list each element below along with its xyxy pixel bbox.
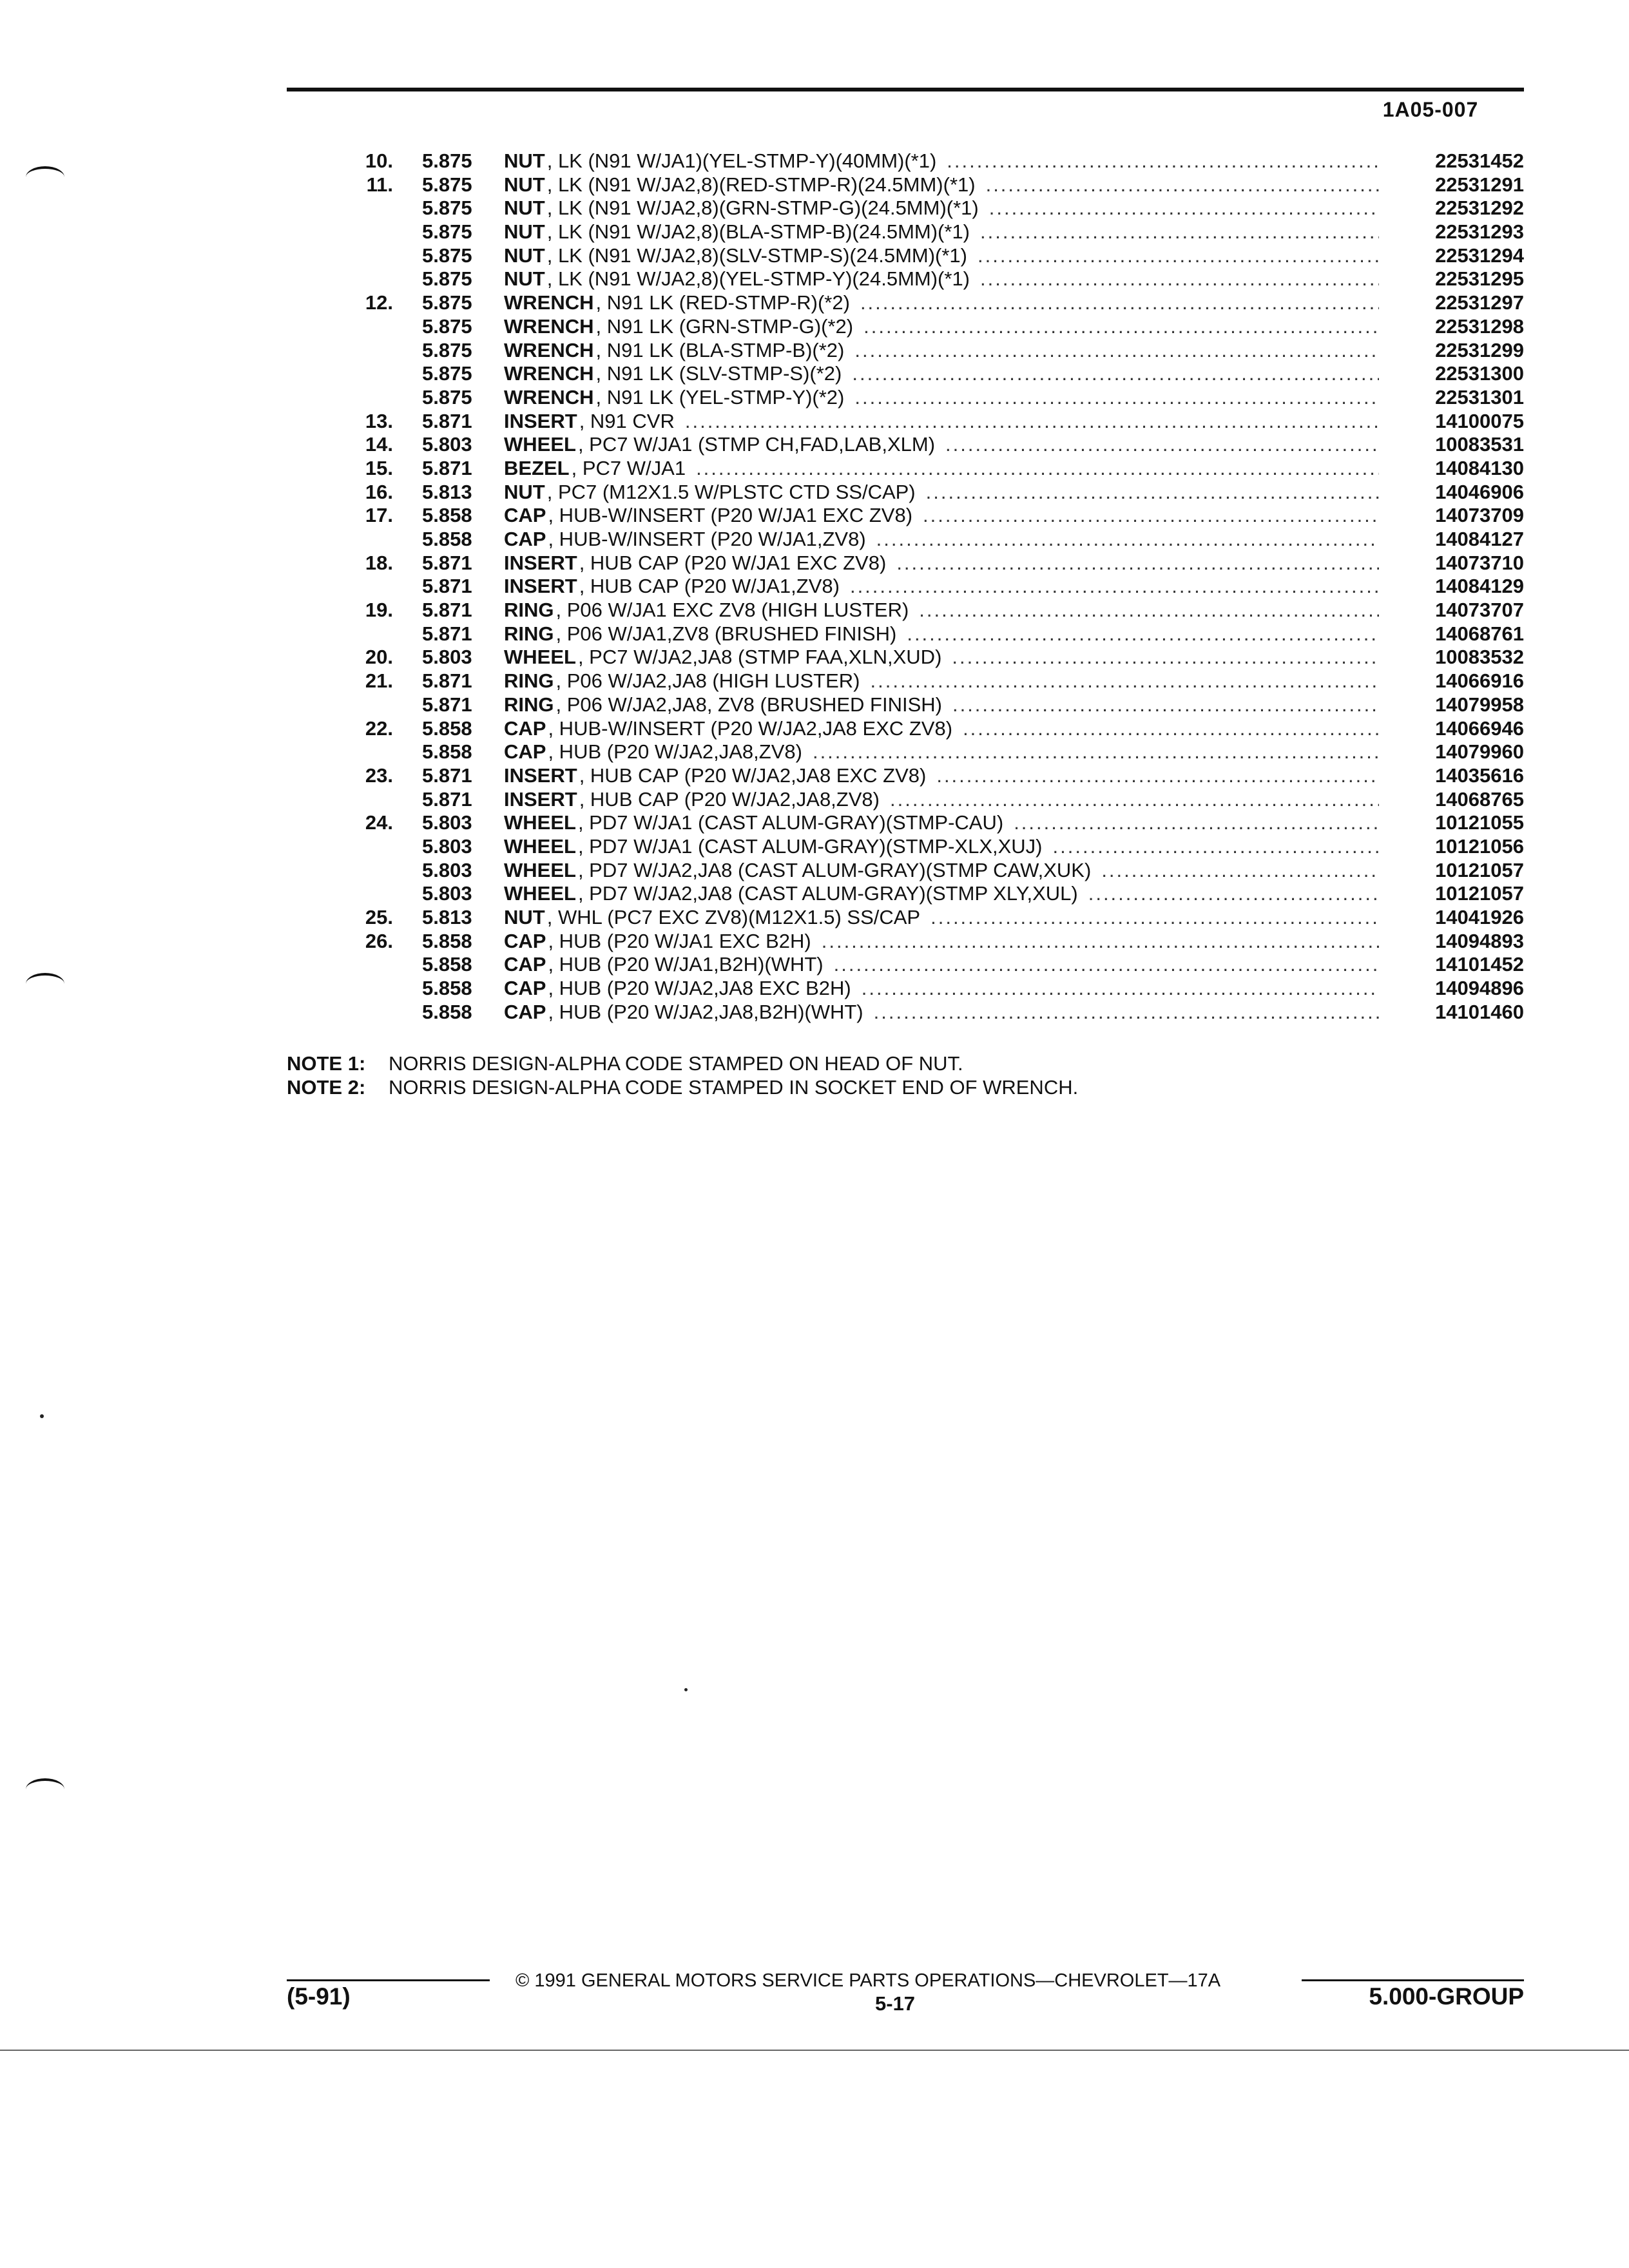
part-description (504, 622, 1379, 646)
part-number: 14073709 (1435, 504, 1524, 527)
notes-section (287, 1052, 1078, 1099)
part-description (504, 504, 1379, 528)
binder-hole-mark (26, 973, 64, 995)
part-name: CAP (504, 953, 546, 976)
reference-number: 21. (365, 669, 393, 693)
group-number: 5.875 (422, 291, 472, 314)
group-number: 5.813 (422, 906, 472, 928)
part-detail: , LK (N91 W/JA2,8)(GRN-STMP-G)(24.5MM)(*1) (546, 197, 979, 220)
part-number: 14041926 (1435, 906, 1524, 928)
part-name: CAP (504, 716, 546, 740)
part-detail: , P06 W/JA1 EXC ZV8 (HIGH LUSTER) (555, 599, 909, 622)
part-detail: , HUB (P20 W/JA1,B2H)(WHT) (548, 953, 824, 976)
group-number: 5.871 (422, 456, 472, 479)
dot-leader (863, 315, 1379, 339)
binder-hole-mark (26, 166, 64, 188)
part-name: NUT (504, 220, 545, 244)
part-row (309, 717, 1524, 741)
part-detail: , PC7 W/JA1 (STMP CH,FAD,LAB,XLM) (577, 433, 936, 456)
group-number: 5.871 (422, 551, 472, 574)
part-detail: , PD7 W/JA1 (CAST ALUM-GRAY)(STMP-XLX,XUJ) (577, 834, 1043, 858)
part-row (309, 528, 1524, 552)
group-number: 5.871 (422, 599, 472, 622)
note-label: NOTE 1: (287, 1052, 366, 1075)
binder-hole-mark (26, 1778, 64, 1800)
dot-leader (822, 930, 1379, 954)
dot-leader (860, 291, 1379, 315)
group-number: 5.858 (422, 528, 472, 550)
part-number: 14068765 (1435, 787, 1524, 811)
group-number: 5.858 (422, 1000, 472, 1023)
part-row (309, 149, 1524, 173)
dot-leader (890, 788, 1379, 812)
part-number: 14066916 (1435, 669, 1524, 693)
header-rule (287, 88, 1524, 91)
dot-leader (854, 339, 1379, 363)
part-number: 14084127 (1435, 528, 1524, 550)
part-row (309, 410, 1524, 434)
dot-leader (907, 622, 1379, 646)
part-row (309, 267, 1524, 291)
part-description (504, 669, 1379, 693)
dot-leader (871, 669, 1380, 693)
dot-leader (930, 906, 1379, 930)
document-id: 1A05-007 (1382, 98, 1479, 121)
part-detail: , PC7 (M12X1.5 W/PLSTC CTD SS/CAP) (546, 480, 916, 503)
part-row (309, 504, 1524, 528)
part-description (504, 528, 1379, 552)
part-row (309, 740, 1524, 764)
part-row (309, 575, 1524, 599)
part-detail: , LK (N91 W/JA2,8)(SLV-STMP-S)(24.5MM)(*1) (546, 244, 967, 267)
group-number: 5.803 (422, 646, 472, 669)
part-number: 10083532 (1435, 646, 1524, 669)
part-description (504, 835, 1379, 859)
part-name: WRENCH (504, 291, 594, 314)
group-number: 5.875 (422, 220, 472, 244)
part-description (504, 717, 1379, 741)
note-line (287, 1052, 1078, 1075)
part-detail: , HUB CAP (P20 W/JA1 EXC ZV8) (579, 551, 887, 574)
group-number: 5.858 (422, 504, 472, 527)
reference-number: 16. (365, 480, 393, 503)
group-number: 5.875 (422, 244, 472, 267)
part-detail: , HUB CAP (P20 W/JA2,JA8 EXC ZV8) (579, 764, 927, 787)
group-number: 5.803 (422, 882, 472, 905)
part-name: CAP (504, 740, 546, 764)
part-number: 14068761 (1435, 622, 1524, 645)
note-text: NORRIS DESIGN-ALPHA CODE STAMPED IN SOCKET END OF WRENCH. (389, 1076, 1079, 1099)
part-name: NUT (504, 197, 545, 220)
part-name: INSERT (504, 409, 577, 432)
footer-rule-left (287, 1979, 490, 1981)
part-description (504, 362, 1379, 386)
part-description (504, 859, 1379, 883)
part-row (309, 953, 1524, 977)
part-row (309, 244, 1524, 268)
group-number: 5.871 (422, 575, 472, 598)
reference-number: 19. (365, 599, 393, 622)
part-description (504, 977, 1379, 1001)
dot-leader (896, 552, 1379, 575)
part-description (504, 882, 1379, 906)
part-row (309, 362, 1524, 386)
part-number: 22531293 (1435, 220, 1524, 244)
footer-rule-right (1302, 1979, 1524, 1981)
page-bottom-rule (0, 2050, 1629, 2051)
part-number: 14035616 (1435, 764, 1524, 787)
reference-number: 18. (365, 551, 393, 574)
dot-leader (963, 717, 1379, 741)
part-number: 14073710 (1435, 551, 1524, 574)
part-number: 14101452 (1435, 953, 1524, 976)
part-description (504, 244, 1379, 268)
part-number: 10121057 (1435, 882, 1524, 905)
part-detail: , N91 CVR (579, 409, 675, 432)
dot-leader (1014, 811, 1379, 835)
group-number: 5.875 (422, 338, 472, 361)
dot-leader (978, 244, 1379, 268)
part-name: WRENCH (504, 338, 594, 361)
reference-number: 25. (365, 906, 393, 928)
group-number: 5.858 (422, 977, 472, 1000)
group-label: 5.000-GROUP (1369, 1983, 1524, 2010)
part-description (504, 339, 1379, 363)
part-detail: , N91 LK (GRN-STMP-G)(*2) (595, 314, 854, 338)
part-description (504, 811, 1379, 835)
dot-leader (923, 504, 1379, 528)
part-number: 14101460 (1435, 1000, 1524, 1023)
part-row (309, 386, 1524, 410)
part-detail: , HUB-W/INSERT (P20 W/JA1,ZV8) (548, 528, 866, 550)
group-number: 5.875 (422, 173, 472, 196)
part-description (504, 906, 1379, 930)
part-detail: , HUB-W/INSERT (P20 W/JA1 EXC ZV8) (548, 504, 913, 527)
part-description (504, 788, 1379, 812)
dot-leader (854, 386, 1379, 410)
part-row (309, 977, 1524, 1001)
group-number: 5.858 (422, 953, 472, 976)
part-name: CAP (504, 1000, 546, 1023)
group-number: 5.875 (422, 267, 472, 291)
parts-list (309, 149, 1524, 1024)
dot-leader (1053, 835, 1379, 859)
part-row (309, 552, 1524, 575)
part-number: 22531301 (1435, 385, 1524, 408)
part-number: 14079958 (1435, 693, 1524, 716)
part-number: 10083531 (1435, 433, 1524, 456)
part-detail: , P06 W/JA2,JA8, ZV8 (BRUSHED FINISH) (555, 693, 942, 716)
part-row (309, 291, 1524, 315)
part-name: WHEEL (504, 811, 576, 834)
part-detail: , HUB CAP (P20 W/JA1,ZV8) (579, 575, 840, 598)
part-number: 22531298 (1435, 314, 1524, 338)
dot-leader (1088, 882, 1379, 906)
part-description (504, 410, 1379, 434)
part-detail: , PD7 W/JA2,JA8 (CAST ALUM-GRAY)(STMP XLY,XUL) (577, 882, 1078, 905)
group-number: 5.803 (422, 811, 472, 834)
group-number: 5.871 (422, 787, 472, 811)
part-detail: , HUB-W/INSERT (P20 W/JA2,JA8 EXC ZV8) (548, 716, 953, 740)
dot-leader (980, 220, 1379, 244)
part-detail: , PC7 W/JA1 (571, 456, 686, 479)
part-row (309, 173, 1524, 197)
group-number: 5.803 (422, 858, 472, 881)
part-description (504, 386, 1379, 410)
part-name: WRENCH (504, 362, 594, 385)
part-name: NUT (504, 267, 545, 291)
part-name: WHEEL (504, 646, 576, 669)
scan-speck (40, 1414, 44, 1418)
dot-leader (850, 575, 1379, 599)
part-description (504, 457, 1379, 481)
part-name: NUT (504, 149, 545, 172)
part-row (309, 811, 1524, 835)
part-detail: , N91 LK (YEL-STMP-Y)(*2) (595, 385, 845, 408)
part-description (504, 646, 1379, 669)
reference-number: 22. (365, 716, 393, 740)
dot-leader (685, 410, 1379, 434)
group-number: 5.871 (422, 622, 472, 645)
part-name: WHEEL (504, 433, 576, 456)
part-number: 22531452 (1435, 149, 1524, 172)
part-detail: , HUB (P20 W/JA2,JA8 EXC B2H) (548, 977, 851, 1000)
part-number: 14046906 (1435, 480, 1524, 503)
part-detail: , N91 LK (SLV-STMP-S)(*2) (595, 362, 842, 385)
part-detail: , LK (N91 W/JA2,8)(BLA-STMP-B)(24.5MM)(*1) (546, 220, 970, 244)
part-row (309, 457, 1524, 481)
dot-leader (874, 1001, 1379, 1024)
part-name: INSERT (504, 787, 577, 811)
part-detail: , PC7 W/JA2,JA8 (STMP FAA,XLN,XUD) (577, 646, 942, 669)
part-description (504, 220, 1379, 244)
reference-number: 23. (365, 764, 393, 787)
part-description (504, 740, 1379, 764)
copyright-line: © 1991 GENERAL MOTORS SERVICE PARTS OPERATIONS—CHEVROLET—17A (516, 1970, 1221, 1991)
part-description (504, 197, 1379, 220)
part-name: INSERT (504, 575, 577, 598)
dot-leader (952, 693, 1379, 717)
part-detail: , P06 W/JA2,JA8 (HIGH LUSTER) (555, 669, 860, 693)
reference-number: 26. (365, 929, 393, 952)
part-detail: , P06 W/JA1,ZV8 (BRUSHED FINISH) (555, 622, 897, 645)
part-number: 14084130 (1435, 456, 1524, 479)
part-number: 10121056 (1435, 834, 1524, 858)
part-description (504, 267, 1379, 291)
part-detail: , N91 LK (BLA-STMP-B)(*2) (595, 338, 845, 361)
part-row (309, 1001, 1524, 1024)
part-row (309, 599, 1524, 622)
part-row (309, 693, 1524, 717)
dot-leader (852, 362, 1379, 386)
part-number: 14066946 (1435, 716, 1524, 740)
part-detail: , WHL (PC7 EXC ZV8)(M12X1.5) SS/CAP (546, 906, 921, 928)
part-description (504, 315, 1379, 339)
group-number: 5.875 (422, 197, 472, 220)
part-name: NUT (504, 244, 545, 267)
part-name: WHEEL (504, 834, 576, 858)
dot-leader (986, 173, 1379, 197)
part-name: CAP (504, 528, 546, 550)
reference-number: 10. (365, 149, 393, 172)
part-number: 10121057 (1435, 858, 1524, 881)
part-description (504, 291, 1379, 315)
part-detail: , HUB (P20 W/JA1 EXC B2H) (548, 929, 811, 952)
scan-speck (684, 1688, 688, 1691)
group-number: 5.875 (422, 385, 472, 408)
part-name: RING (504, 693, 554, 716)
group-number: 5.875 (422, 362, 472, 385)
part-number: 22531297 (1435, 291, 1524, 314)
part-row (309, 906, 1524, 930)
part-number: 14079960 (1435, 740, 1524, 764)
dot-leader (862, 977, 1379, 1001)
part-detail: , HUB (P20 W/JA2,JA8,B2H)(WHT) (548, 1000, 863, 1023)
part-number: 14100075 (1435, 409, 1524, 432)
part-detail: , PD7 W/JA2,JA8 (CAST ALUM-GRAY)(STMP CAW,XUK) (577, 858, 1092, 881)
part-row (309, 788, 1524, 812)
note-line (287, 1075, 1078, 1099)
part-name: BEZEL (504, 456, 570, 479)
part-name: NUT (504, 480, 545, 503)
group-number: 5.875 (422, 149, 472, 172)
part-number: 22531291 (1435, 173, 1524, 196)
dot-leader (876, 528, 1379, 552)
part-detail: , LK (N91 W/JA1)(YEL-STMP-Y)(40MM)(*1) (546, 149, 937, 172)
reference-number: 24. (365, 811, 393, 834)
note-text: NORRIS DESIGN-ALPHA CODE STAMPED ON HEAD OF NUT. (389, 1052, 963, 1075)
part-name: CAP (504, 929, 546, 952)
reference-number: 20. (365, 646, 393, 669)
reference-number: 11. (366, 173, 393, 196)
part-name: WRENCH (504, 385, 594, 408)
part-name: CAP (504, 504, 546, 527)
part-description (504, 599, 1379, 622)
dot-leader (980, 267, 1379, 291)
part-detail: , LK (N91 W/JA2,8)(RED-STMP-R)(24.5MM)(*1) (546, 173, 976, 196)
group-number: 5.803 (422, 433, 472, 456)
part-name: RING (504, 599, 554, 622)
reference-number: 13. (365, 409, 393, 432)
part-name: NUT (504, 906, 545, 928)
part-number: 22531294 (1435, 244, 1524, 267)
part-number: 14094893 (1435, 929, 1524, 952)
reference-number: 17. (365, 504, 393, 527)
part-description (504, 149, 1379, 173)
part-name: WHEEL (504, 858, 576, 881)
group-number: 5.875 (422, 314, 472, 338)
part-row (309, 197, 1524, 220)
part-number: 22531292 (1435, 197, 1524, 220)
dot-leader (989, 197, 1379, 220)
part-name: RING (504, 669, 554, 693)
part-description (504, 953, 1379, 977)
dot-leader (952, 646, 1379, 669)
group-number: 5.858 (422, 929, 472, 952)
part-detail: , N91 LK (RED-STMP-R)(*2) (595, 291, 850, 314)
part-number: 22531299 (1435, 338, 1524, 361)
part-description (504, 433, 1379, 457)
part-name: NUT (504, 173, 545, 196)
page-number: 5-17 (875, 1992, 916, 2015)
part-row (309, 764, 1524, 788)
part-row (309, 646, 1524, 669)
part-description (504, 173, 1379, 197)
part-row (309, 481, 1524, 505)
part-number: 22531300 (1435, 362, 1524, 385)
part-row (309, 882, 1524, 906)
revision-date: (5-91) (287, 1983, 351, 2010)
part-description (504, 764, 1379, 788)
dot-leader (919, 599, 1379, 622)
part-number: 14073707 (1435, 599, 1524, 622)
dot-leader (696, 457, 1379, 481)
group-number: 5.813 (422, 480, 472, 503)
part-row (309, 622, 1524, 646)
dot-leader (947, 149, 1379, 173)
part-detail: , HUB CAP (P20 W/JA2,JA8,ZV8) (579, 787, 880, 811)
group-number: 5.858 (422, 716, 472, 740)
part-row (309, 315, 1524, 339)
part-name: INSERT (504, 764, 577, 787)
part-number: 14084129 (1435, 575, 1524, 598)
part-row (309, 669, 1524, 693)
part-name: CAP (504, 977, 546, 1000)
part-name: WRENCH (504, 314, 594, 338)
part-number: 10121055 (1435, 811, 1524, 834)
part-name: RING (504, 622, 554, 645)
part-row (309, 339, 1524, 363)
part-row (309, 220, 1524, 244)
dot-leader (813, 740, 1379, 764)
part-number: 14094896 (1435, 977, 1524, 1000)
part-detail: , PD7 W/JA1 (CAST ALUM-GRAY)(STMP-CAU) (577, 811, 1004, 834)
part-row (309, 859, 1524, 883)
group-number: 5.871 (422, 764, 472, 787)
part-detail: , HUB (P20 W/JA2,JA8,ZV8) (548, 740, 802, 764)
part-number: 22531295 (1435, 267, 1524, 291)
reference-number: 14. (365, 433, 393, 456)
dot-leader (926, 481, 1379, 505)
part-description (504, 552, 1379, 575)
group-number: 5.871 (422, 409, 472, 432)
part-description (504, 1001, 1379, 1024)
part-description (504, 693, 1379, 717)
group-number: 5.871 (422, 693, 472, 716)
part-row (309, 835, 1524, 859)
part-name: WHEEL (504, 882, 576, 905)
dot-leader (1101, 859, 1379, 883)
dot-leader (936, 764, 1379, 788)
reference-number: 15. (365, 456, 393, 479)
group-number: 5.803 (422, 834, 472, 858)
dot-leader (834, 953, 1379, 977)
part-description (504, 930, 1379, 954)
part-row (309, 930, 1524, 954)
part-description (504, 481, 1379, 505)
part-detail: , LK (N91 W/JA2,8)(YEL-STMP-Y)(24.5MM)(*1) (546, 267, 970, 291)
group-number: 5.858 (422, 740, 472, 764)
part-row (309, 433, 1524, 457)
dot-leader (945, 433, 1379, 457)
part-name: INSERT (504, 551, 577, 574)
part-description (504, 575, 1379, 599)
reference-number: 12. (365, 291, 393, 314)
group-number: 5.871 (422, 669, 472, 693)
note-label: NOTE 2: (287, 1076, 366, 1099)
